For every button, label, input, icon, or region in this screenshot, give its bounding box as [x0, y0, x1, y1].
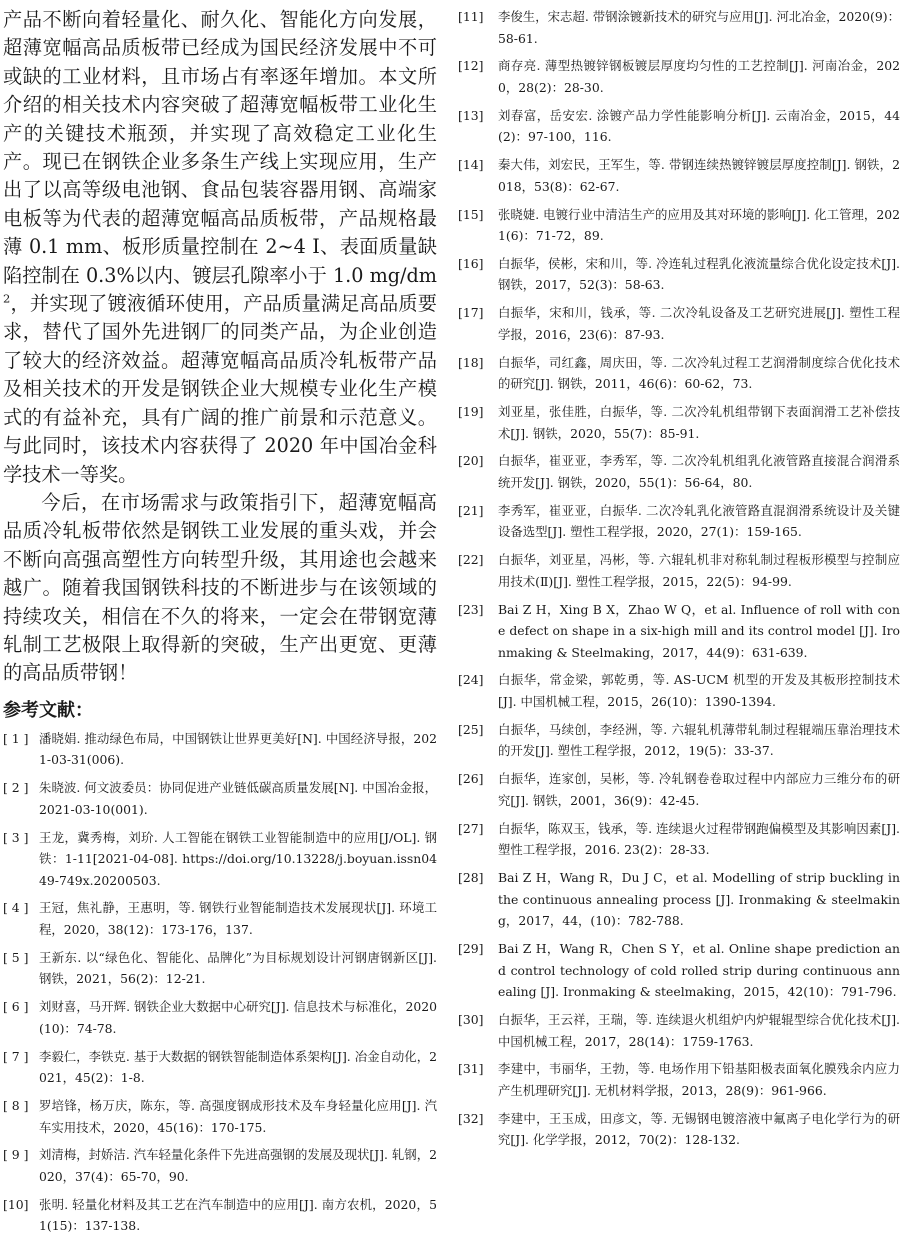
reference-item [458, 352, 900, 395]
reference-text: 刘春富，岳安宏. 涂镀产品力学性能影响分析[J]. 云南冶金，2015，44(2)：97-100，116. [498, 107, 900, 145]
reference-text: Bai Z H，Xing B X，Zhao W Q，et al. Influence of roll with cone defect on shape in a six-high mill and its control model [J]. Ironmaking & Steelmaking，2017，44(9)：631-639. [498, 601, 900, 660]
reference-item [458, 105, 900, 148]
references-heading: 参考文献： [3, 699, 93, 721]
body-paragraph-1-text-b: ，并实现了镀液循环使用，产品质量满足高品质要求，替代了国外先进钢厂的同类产品，为企业创造了较大的经济效益。超薄宽幅高品质冷轧板带产品及相关技术的开发是钢铁企业大规模专业化生产模式的有益补充，具有广阔的推广前景和示范意义。与此同时，该技术内容获得了 2020 年中国冶金科学技术一等奖。 [3, 292, 437, 486]
reference-text: 刘亚星，张佳胜，白振华，等. 二次冷轧机组带钢下表面润滑工艺补偿技术[J]. 钢铁，2020，55(7)：85-91. [498, 404, 900, 441]
reference-text: 罗培锋，杨万庆，陈东，等. 高强度钢成形技术及车身轻量化应用[J]. 汽车实用技术，2020，45(16)：170-175. [39, 1097, 437, 1135]
reference-text: 王龙，冀秀梅，刘玠. 人工智能在钢铁工业智能制造中的应用[J/OL]. 钢铁：1-11[2021-04-08]. https://doi.org/10.13228/j.boyuan.issn0449-749x.20200503. [39, 829, 437, 888]
reference-number: [32] [458, 1110, 484, 1126]
reference-item [458, 1108, 900, 1151]
reference-number: [18] [458, 354, 484, 370]
reference-text: 张明. 轻量化材料及其工艺在汽车制造中的应用[J]. 南方农机，2020，51(15)：137-138. [39, 1196, 437, 1234]
reference-text: 李毅仁，李铁克. 基于大数据的钢铁智能制造体系架构[J]. 冶金自动化，2021，45(2)：1-8. [39, 1048, 437, 1086]
body-paragraph-2: 今后，在市场需求与政策指引下，超薄宽幅高品质冷轧板带依然是钢铁工业发展的重头戏，并会不断向高强高塑性方向转型升级，其用途也会越来越广。随着我国钢铁科技的不断进步与在该领域的持续攻关，相信在不久的将来，一定会在带钢宽薄轧制工艺极限上取得新的突破，生产出更宽、更薄的高品质带钢！ [3, 490, 437, 685]
reference-item [3, 996, 437, 1039]
reference-text: 白振华，侯彬，宋和川，等. 冷连轧过程乳化液流量综合优化设定技术[J]. 钢铁，2017，52(3)：58-63. [498, 255, 900, 293]
reference-text: 白振华，司红鑫，周庆田，等. 二次冷轧过程工艺润滑制度综合优化技术的研究[J]. 钢铁，2011，46(6)：60-62，73. [498, 354, 900, 392]
reference-number: [21] [458, 502, 484, 518]
reference-item [458, 401, 900, 444]
reference-text: 白振华，连家创，吴彬，等. 冷轧钢卷卷取过程中内部应力三维分布的研究[J]. 钢铁，2001，36(9)：42-45. [498, 771, 900, 808]
reference-number: [27] [458, 820, 484, 836]
reference-text: 白振华，王云祥，王瑞，等. 连续退火机组炉内炉辊辊型综合优化技术[J]. 中国机械工程，2017，28(14)：1759-1763. [498, 1011, 900, 1049]
reference-number: [31] [458, 1061, 484, 1077]
reference-text: Bai Z H，Wang R，Chen S Y，et al. Online shape prediction and control technology of cold rolled strip during continuous annealing [J]. Ironmaking & steelmaking，2015，42(10)：791-796. [498, 940, 900, 1000]
reference-item [458, 938, 900, 1003]
reference-item [458, 768, 900, 811]
reference-item [3, 947, 437, 990]
reference-number: [28] [458, 869, 484, 885]
reference-text: 潘晓娟. 推动绿色布局，中国钢铁让世界更美好[N]. 中国经济导报，2021-03-31(006). [39, 730, 437, 768]
reference-text: 张晓婕. 电镀行业中清洁生产的应用及其对环境的影响[J]. 化工管理，2021(6)：71-72，89. [498, 206, 900, 244]
reference-number: [11] [458, 9, 484, 24]
reference-number: [26] [458, 771, 484, 787]
left-column [3, 6, 437, 1243]
reference-item [458, 818, 900, 861]
reference-item [3, 1144, 437, 1187]
reference-number: [13] [458, 107, 484, 123]
reference-text: 秦大伟，刘宏民，王军生，等. 带钢连续热镀锌镀层厚度控制[J]. 钢铁，2018，53(8)：62-67. [498, 157, 900, 194]
reference-number: [16] [458, 255, 484, 271]
body-paragraph-1-text-a: 产品不断向着轻量化、耐久化、智能化方向发展，超薄宽幅高品质板带已经成为国民经济发展中不可或缺的工业材料，且市场占有率逐年增加。本文所介绍的相关技术内容突破了超薄宽幅板带工业化生产的关键技术瓶颈，并实现了高效稳定工业化生产。现已在钢铁企业多条生产线上实现应用，生产出了以高等级电池钢、食品包装容器用钢、高端家电板等为代表的超薄宽幅高品质板带，产品规格最薄 0.1 mm、板形质量控制在 2~4 I、表面质量缺陷控制在 0.3%以内、镀层孔隙率小于 1.0 mg/dm [3, 8, 437, 287]
reference-text: 白振华，刘亚星，冯彬，等. 六辊轧机非对称轧制过程板形模型与控制应用技术(Ⅱ)[J]. 塑性工程学报，2015，22(5)：94-99. [498, 552, 900, 589]
reference-text: Bai Z H，Wang R，Du J C，et al. Modelling of strip buckling in the continuous annealing process [J]. Ironmaking & steelmaking，2017，44，(10)：782-788. [498, 869, 900, 929]
reference-item [458, 669, 900, 712]
reference-number: [14] [458, 157, 484, 173]
reference-text: 刘清梅，封娇洁. 汽车轻量化条件下先进高强钢的发展及现状[J]. 轧钢，2020，37(4)：65-70，90. [39, 1147, 437, 1184]
reference-item [458, 1009, 900, 1052]
reference-item [3, 1046, 437, 1089]
reference-item [458, 154, 900, 197]
body-paragraph-1 [3, 6, 437, 489]
reference-number: [25] [458, 721, 484, 737]
reference-number: [23] [458, 601, 484, 617]
reference-number: [ 2 ] [3, 780, 29, 796]
reference-text: 朱晓波. 何文波委员：协同促进产业链低碳高质量发展[N]. 中国冶金报，2021-03-10(001). [39, 780, 437, 817]
reference-item [3, 1095, 437, 1138]
reference-number: [ 4 ] [3, 900, 29, 916]
reference-text: 白振华，马续创，李经洲，等. 六辊轧机薄带轧制过程辊端压靠治理技术的开发[J]. 塑性工程学报，2012，19(5)：33-37. [498, 721, 900, 759]
reference-number: [24] [458, 672, 484, 688]
reference-number: [22] [458, 552, 484, 568]
reference-text: 李建中，王玉成，田彦文，等. 无锡钢电镀溶液中氟离子电化学行为的研究[J]. 化学学报，2012，70(2)：128-132. [498, 1110, 900, 1148]
reference-number: [29] [458, 940, 484, 956]
superscript-2: 2 [3, 291, 11, 306]
reference-item [458, 204, 900, 247]
reference-text: 王新东. 以“绿色化、智能化、品牌化”为目标规划设计河钢唐钢新区[J]. 钢铁，2021，56(2)：12-21. [39, 949, 437, 987]
reference-item [458, 549, 900, 592]
reference-item [458, 55, 900, 98]
reference-number: [ 1 ] [3, 730, 29, 746]
reference-number: [19] [458, 404, 484, 419]
reference-item [3, 1194, 437, 1237]
reference-text: 白振华，常金梁，郭乾勇，等. AS-UCM 机型的开发及其板形控制技术[J]. 中国机械工程，2015，26(10)：1390-1394. [498, 672, 900, 710]
reference-text: 刘财喜，马开辉. 钢铁企业大数据中心研究[J]. 信息技术与标准化，2020(10)：74-78. [39, 999, 437, 1036]
reference-text: 白振华，陈双玉，钱承，等. 连续退火过程带钢跑偏模型及其影响因素[J]. 塑性工程学报，2016. 23(2)：28-33. [498, 820, 900, 858]
reference-text: 白振华，崔亚亚，李秀军，等. 二次冷轧机组乳化液管路直接混合润滑系统开发[J]. 钢铁，2020，55(1)：56-64，80. [498, 453, 900, 490]
reference-number: [30] [458, 1011, 484, 1027]
reference-item [458, 6, 900, 49]
reference-text: 商存亮. 薄型热镀锌钢板镀层厚度均匀性的工艺控制[J]. 河南冶金，2020，28(2)：28-30. [498, 58, 900, 95]
reference-number: [ 3 ] [3, 829, 29, 845]
reference-number: [ 9 ] [3, 1147, 29, 1163]
reference-number: [15] [458, 206, 484, 222]
reference-item [3, 897, 437, 940]
reference-number: [ 8 ] [3, 1097, 29, 1113]
reference-text: 白振华，宋和川，钱承，等. 二次冷轧设备及工艺研究进展[J]. 塑性工程学报，2016，23(6)：87-93. [498, 305, 900, 342]
reference-item [3, 777, 437, 820]
references-list-left [3, 728, 437, 1237]
reference-item [458, 302, 900, 345]
reference-number: [17] [458, 305, 484, 321]
reference-text: 李俊生，宋志超. 带钢涂镀新技术的研究与应用[J]. 河北冶金，2020(9)：58-61. [498, 9, 900, 46]
reference-text: 王冠，焦礼静，王惠明，等. 钢铁行业智能制造技术发展现状[J]. 环境工程，2020，38(12)：173-176，137. [39, 900, 437, 938]
reference-item [3, 827, 437, 892]
reference-number: [20] [458, 453, 484, 469]
reference-number: [ 7 ] [3, 1048, 29, 1064]
reference-number: [ 6 ] [3, 999, 29, 1015]
reference-item [458, 599, 900, 664]
reference-text: 李建中，韦丽华，王勃，等. 电场作用下铅基阳极表面氧化膜残余内应力产生机理研究[J]. 无机材料学报，2013，28(9)：961-966. [498, 1061, 900, 1098]
reference-item [458, 450, 900, 493]
reference-number: [ 5 ] [3, 949, 29, 965]
references-list-right [458, 6, 900, 1151]
reference-item [458, 253, 900, 296]
reference-item [3, 728, 437, 771]
reference-item [458, 500, 900, 543]
right-column [458, 6, 900, 1157]
reference-item [458, 867, 900, 932]
reference-number: [12] [458, 58, 484, 74]
reference-number: [10] [3, 1196, 29, 1212]
reference-item [458, 719, 900, 762]
reference-text: 李秀军，崔亚亚，白振华. 二次冷轧乳化液管路直混润滑系统设计及关键设备选型[J]. 塑性工程学报，2020，27(1)：159-165. [498, 502, 900, 540]
reference-item [458, 1058, 900, 1101]
